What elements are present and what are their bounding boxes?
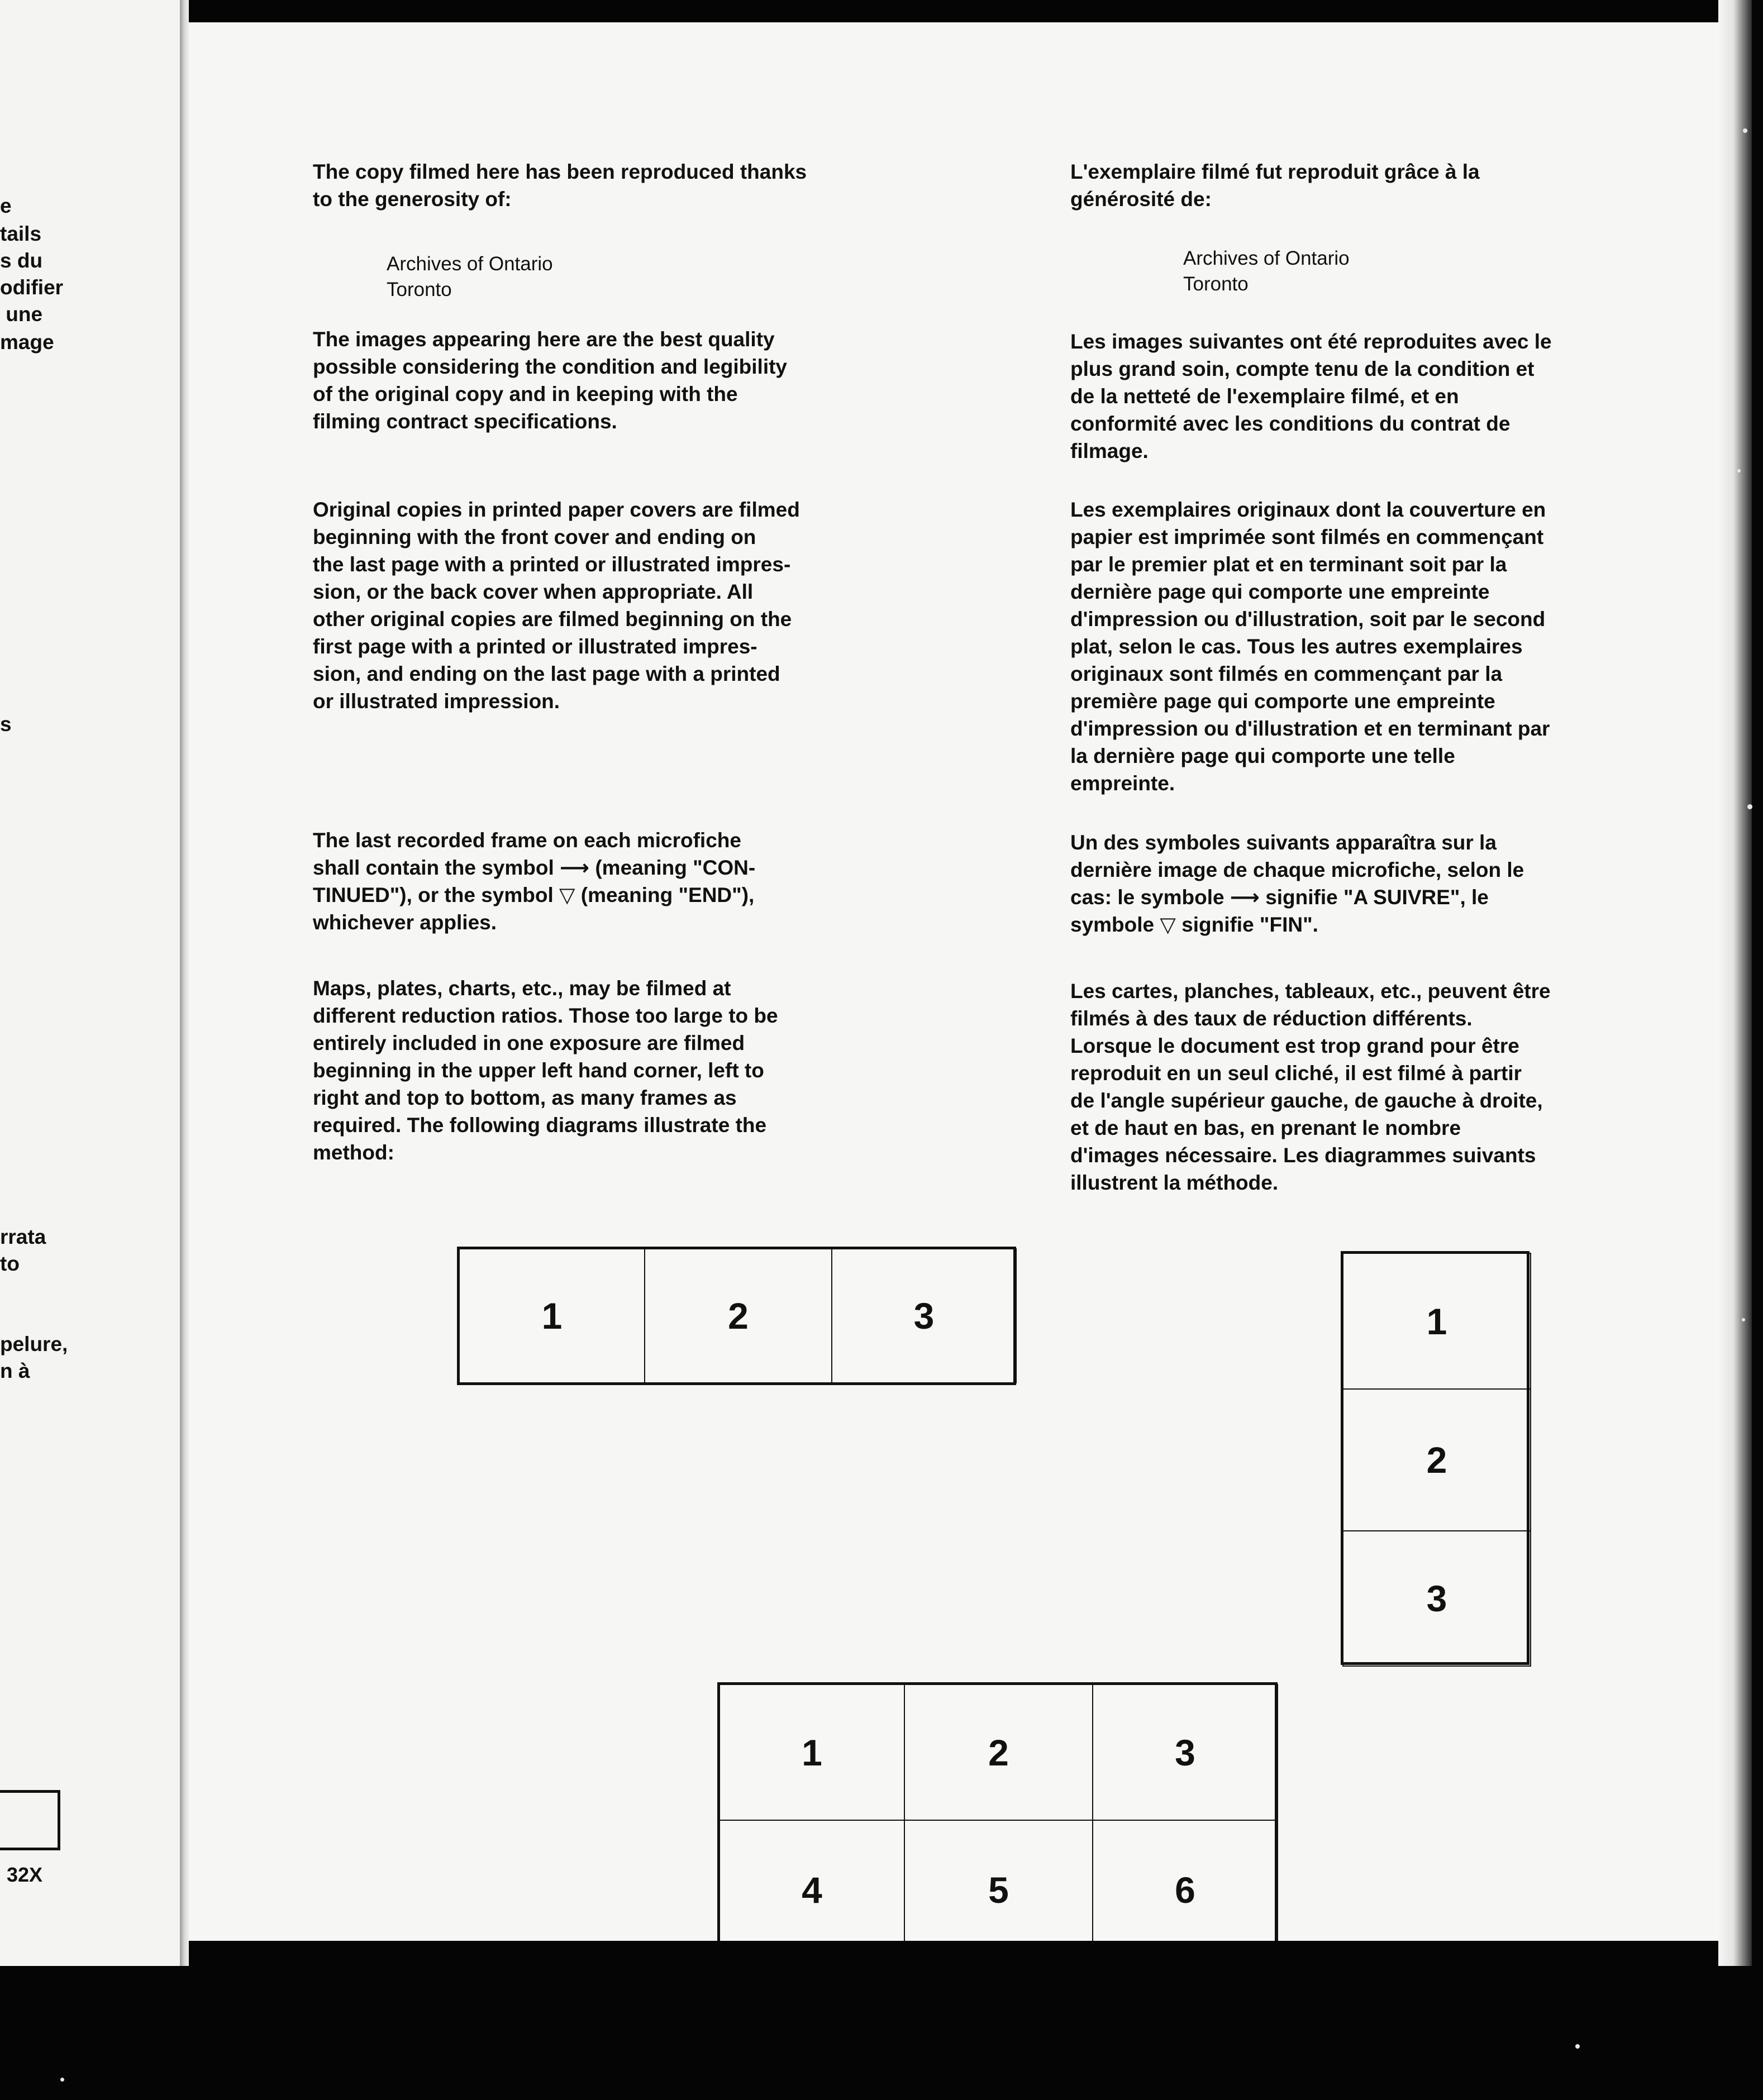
dust-speck xyxy=(1575,2044,1580,2049)
diagram-cell: 6 xyxy=(1092,1820,1278,1941)
diagram-cell: 2 xyxy=(1342,1388,1531,1531)
fragment-text: n à xyxy=(0,1359,30,1382)
fragment-text: tails xyxy=(0,222,42,245)
fragment-text: rrata xyxy=(0,1225,46,1248)
scale-label: 32X xyxy=(7,1863,43,1886)
fragment-text: s xyxy=(0,713,12,736)
english-maps-paragraph: Maps, plates, charts, etc., may be filmed at different reduction ratios. Those too large to be entirely included in one exposure are filmed beginning in the upper left hand corner, left to right and top to bottom, as many frames as required. The following diagrams illustrate the method: xyxy=(313,977,778,1164)
dust-speck xyxy=(1747,804,1752,809)
french-quality-paragraph: Les images suivantes ont été reproduites avec le plus grand soin, compte tenu de la condition et de la netteté de l'exemplaire filmé, et en conformité avec les conditions du contrat de filmage. xyxy=(1070,330,1552,462)
dust-speck xyxy=(1743,128,1747,133)
fragment-text: to xyxy=(0,1252,20,1275)
english-archive-name: Archives of Ontario Toronto xyxy=(387,253,553,300)
previous-page-fragment xyxy=(0,0,180,1966)
scale-box xyxy=(0,1790,60,1850)
french-maps-paragraph: Les cartes, planches, tableaux, etc., peuvent être filmés à des taux de réduction différents. Lorsque le document est trop grand pour être reproduit en un seul cliché, il est filmé à partir de l'angle supérieur gauche, de gauche à droite, et de haut en bas, en prenant le nombre d'images nécessaire. Les diagrammes suivants illustrent la méthode. xyxy=(1070,980,1551,1194)
diagram-cell: 4 xyxy=(719,1820,905,1941)
diagram-cell: 2 xyxy=(644,1248,832,1383)
page-edge-shadow xyxy=(1718,0,1752,1966)
diagram-grid xyxy=(717,1682,1278,1941)
french-archive-name: Archives of Ontario Toronto xyxy=(1183,247,1350,295)
diagram-cell: 2 xyxy=(904,1684,1093,1821)
english-originals-paragraph: Original copies in printed paper covers are filmed beginning with the front cover and ending on the last page with a printed or illustrated impres- sion, or the back cover when appropriate. All other original copies are filmed beginning on the first page with a printed or illustrated impres- sion, and ending on the last page with a printed or illustrated impression. xyxy=(313,498,800,713)
fragment-text: mage xyxy=(0,331,54,354)
diagram-cell: 3 xyxy=(1092,1684,1278,1821)
page-gutter xyxy=(180,0,189,1966)
fragment-text: une xyxy=(0,303,43,326)
diagram-cell: 5 xyxy=(904,1820,1093,1941)
english-quality-paragraph: The images appearing here are the best quality possible considering the condition and legibility of the original copy and in keeping with the filming contract specifications. xyxy=(313,328,788,433)
diagram-cell: 3 xyxy=(831,1248,1017,1383)
fragment-text: pelure, xyxy=(0,1333,68,1356)
english-symbols-paragraph: The last recorded frame on each microfiche shall contain the symbol ⟶ (meaning "CON- TINUED"), or the symbol ▽ (meaning "END"), whichever applies. xyxy=(313,829,756,934)
microfilm-target-page xyxy=(189,22,1718,1941)
dust-speck xyxy=(60,2078,64,2082)
diagram-cell: 1 xyxy=(459,1248,645,1383)
diagram-cell: 1 xyxy=(719,1684,905,1821)
fragment-text: odifier xyxy=(0,276,64,299)
diagram-cell: 3 xyxy=(1342,1530,1531,1667)
french-originals-paragraph: Les exemplaires originaux dont la couverture en papier est imprimée sont filmés en commençant par le premier plat et en terminant soit par la dernière page qui comporte une empreinte d'impression ou d'illustration, soit par le second plat, selon le cas. Tous les autres exemplaires originaux sont filmés en commençant par la première page qui comporte une empreinte d'impression ou d'illustration et en terminant par la dernière page qui comporte une telle empreinte. xyxy=(1070,498,1550,795)
dust-speck xyxy=(1742,1318,1745,1321)
diagram-horizontal xyxy=(457,1247,1016,1385)
french-symbols-paragraph: Un des symboles suivants apparaîtra sur la dernière image de chaque microfiche, selon le cas: le symbole ⟶ signifie "A SUIVRE", le symbole ▽ signifie "FIN". xyxy=(1070,831,1524,936)
diagram-vertical xyxy=(1341,1251,1529,1665)
fragment-text: e xyxy=(0,194,12,217)
fragment-text: s du xyxy=(0,249,43,272)
diagram-cell: 1 xyxy=(1342,1253,1531,1390)
dust-speck xyxy=(1737,469,1741,472)
english-intro: The copy filmed here has been reproduced thanks to the generosity of: xyxy=(313,160,807,211)
french-intro: L'exemplaire filmé fut reproduit grâce à la générosité de: xyxy=(1070,160,1480,211)
